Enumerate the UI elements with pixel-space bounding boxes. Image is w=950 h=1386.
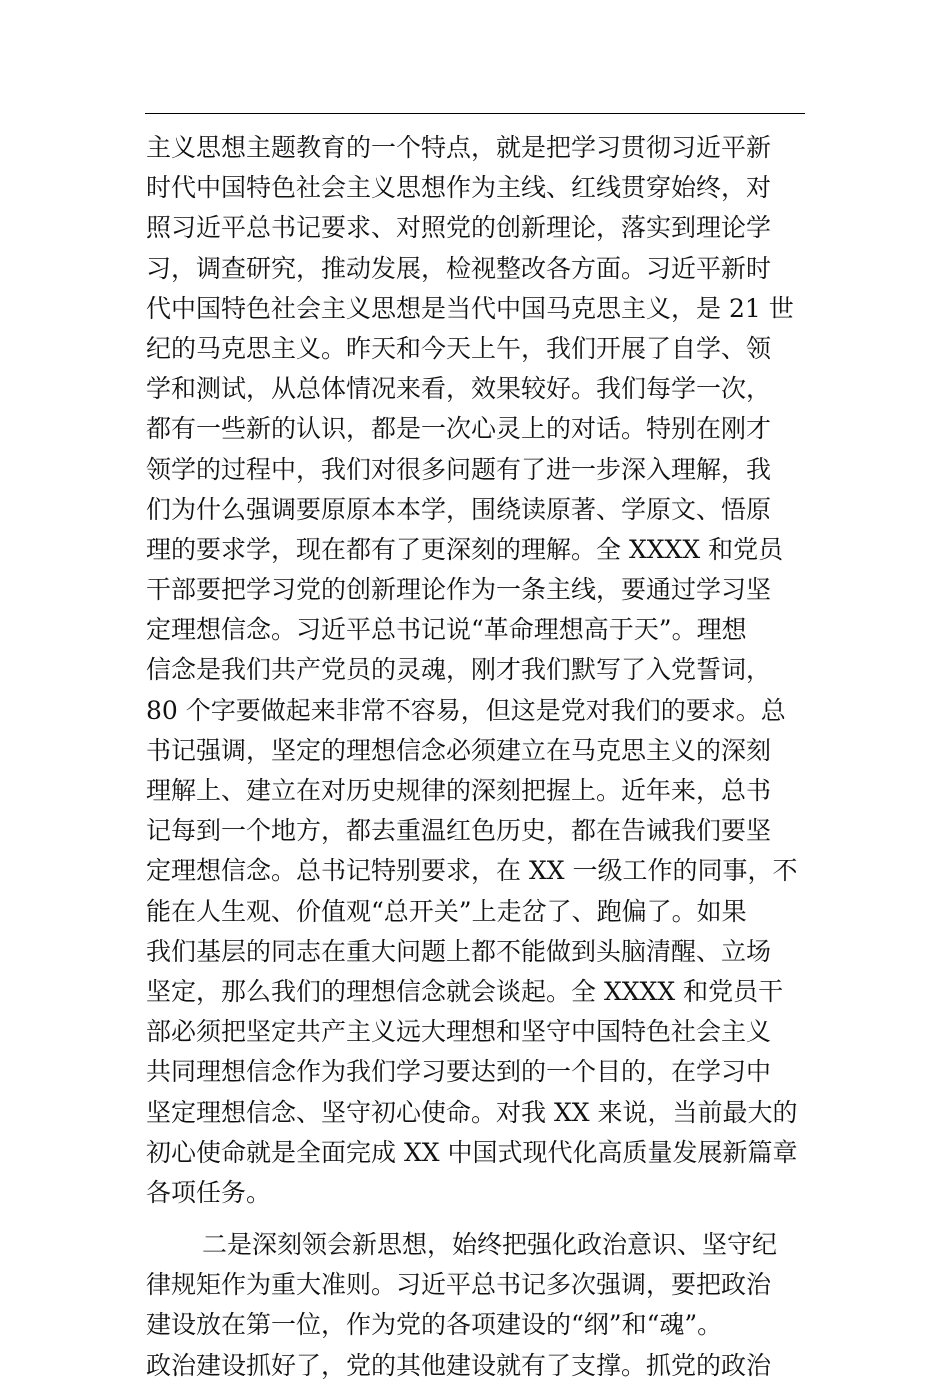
text-line: 建设放在第一位，作为党的各项建设的“纲”和“魂”。 — [146, 1310, 723, 1340]
text-line: 坚定理想信念、坚守初心使命。对我 XX 来说，当前最大的 — [146, 1097, 798, 1127]
text-line: 时代中国特色社会主义思想作为主线、红线贯穿始终，对 — [146, 173, 772, 203]
text-line: 各项任务。 — [146, 1177, 272, 1207]
text-line: 定理想信念。总书记特别要求，在 XX 一级工作的同事，不 — [146, 856, 798, 886]
paragraph-spacing — [146, 1213, 814, 1225]
text-line: 书记强调，坚定的理想信念必须建立在马克思主义的深刻 — [146, 735, 772, 765]
text-line: 坚定，那么我们的理想信念就会谈起。全 XXXX 和党员干 — [146, 976, 784, 1006]
text-line: 习，调查研究，推动发展，检视整改各方面。习近平新时 — [146, 253, 772, 283]
body-text — [146, 128, 814, 1386]
text-line: 理解上、建立在对历史规律的深刻把握上。近年来，总书 — [146, 776, 772, 805]
header-rule — [145, 113, 805, 114]
text-line: 代中国特色社会主义思想是当代中国马克思主义，是 21 世 — [146, 293, 794, 323]
paragraph-1 — [146, 128, 814, 1213]
text-line: 主义思想主题教育的一个特点，就是把学习贯彻习近平新 — [146, 133, 772, 162]
text-line: 定理想信念。习近平总书记说“革命理想高于天”。理想 — [146, 615, 747, 645]
text-line: 二是深刻领会新思想，始终把强化政治意识、坚守纪 — [202, 1230, 778, 1260]
text-line: 理的要求学，现在都有了更深刻的理解。全 XXXX 和党员 — [146, 534, 784, 564]
text-line: 初心使命就是全面完成 XX 中国式现代化高质量发展新篇章 — [146, 1137, 798, 1167]
text-line: 我们基层的同志在重大问题上都不能做到头脑清醒、立场 — [146, 936, 772, 966]
text-line: 干部要把学习党的创新理论作为一条主线，要通过学习坚 — [146, 575, 772, 605]
text-line: 信念是我们共产党员的灵魂，刚才我们默写了入党誓词， — [146, 655, 772, 685]
text-line: 都有一些新的认识，都是一次心灵上的对话。特别在刚才 — [146, 414, 772, 444]
text-line: 共同理想信念作为我们学习要达到的一个目的，在学习中 — [146, 1057, 772, 1087]
text-line: 学和测试，从总体情况来看，效果较好。我们每学一次， — [146, 374, 772, 404]
text-line: 纪的马克思主义。昨天和今天上午，我们开展了自学、领 — [146, 333, 772, 363]
paragraph-2 — [146, 1225, 814, 1386]
text-line: 80 个字要做起来非常不容易，但这是党对我们的要求。总 — [146, 695, 786, 725]
text-line: 照习近平总书记要求、对照党的创新理论，落实到理论学 — [146, 213, 772, 243]
text-line: 政治建设抓好了，党的其他建设就有了支撑。抓党的政治 — [146, 1350, 772, 1380]
text-line: 部必须把坚定共产主义远大理想和坚守中国特色社会主义 — [146, 1017, 772, 1047]
text-line: 们为什么强调要原原本本学，围绕读原著、学原文、悟原 — [146, 494, 772, 524]
text-line: 记每到一个地方，都去重温红色历史，都在告诫我们要坚 — [146, 816, 772, 846]
text-line: 律规矩作为重大准则。习近平总书记多次强调，要把政治 — [146, 1270, 772, 1300]
text-line: 能在人生观、价值观“总开关”上走岔了、跑偏了。如果 — [146, 896, 747, 926]
text-line: 领学的过程中，我们对很多问题有了进一步深入理解，我 — [146, 454, 772, 484]
